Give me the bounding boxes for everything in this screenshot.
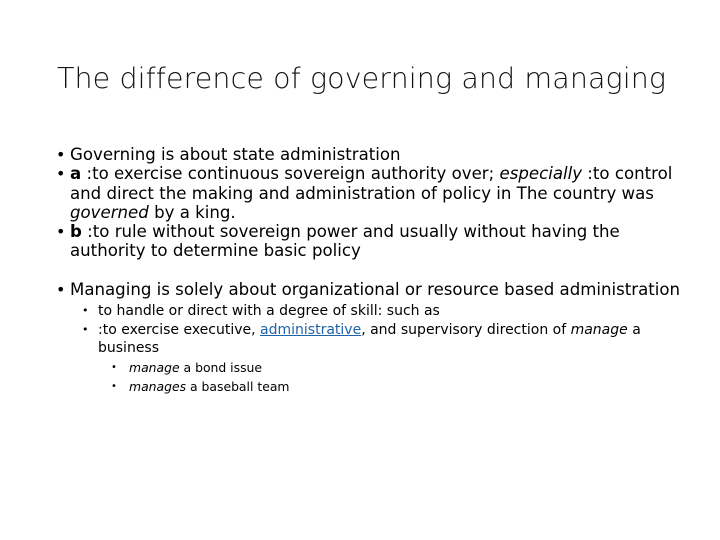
slide-body <box>55 145 685 396</box>
bullet-managing-intro <box>55 280 685 299</box>
bullet-governing-definition-a <box>55 164 685 222</box>
sub-bullet-managing-2 <box>82 321 685 358</box>
definition-b-text: :to rule without sovereign power and usually without having the authority to determine basic policy <box>70 222 620 261</box>
definition-a-emphasis-2: governed <box>70 202 149 222</box>
example-1-text: a bond issue <box>179 359 263 375</box>
managing-sub2-emphasis: manage <box>570 321 628 338</box>
managing-sub2-text-1: :to exercise executive, <box>98 321 261 338</box>
managing-sub1-text: to handle or direct with a degree of skill: such as <box>98 303 440 320</box>
definition-a-emphasis-1: especially <box>499 164 583 184</box>
bullet-governing-intro <box>55 145 685 164</box>
sub-bullet-managing-1 <box>82 302 685 321</box>
governing-intro-text: Governing is about state administration <box>70 145 401 164</box>
example-bond-issue <box>111 358 685 377</box>
administrative-link[interactable]: administrative <box>260 321 362 338</box>
definition-a-text-1: :to exercise continuous sovereign authority over; <box>81 164 500 184</box>
managing-sub2-text-3: a business <box>98 321 641 357</box>
managing-sub2-text-2: , and supervisory direction of <box>361 321 571 338</box>
example-baseball-team <box>111 377 685 396</box>
definition-a-label: a <box>70 164 82 184</box>
bullet-governing-definition-b <box>55 222 685 261</box>
spacer <box>55 261 685 280</box>
definition-a-text-2: :to control and direct the making and administration of policy in The country was <box>70 164 673 203</box>
example-2-text: a baseball team <box>186 378 290 394</box>
example-1-emphasis: manage <box>129 359 180 375</box>
managing-intro-text: Managing is solely about organizational or resource based administration <box>70 279 681 299</box>
definition-a-text-3: by a king. <box>148 202 236 222</box>
example-2-emphasis: manages <box>129 378 187 394</box>
slide-title: The difference of governing and managing <box>57 62 667 95</box>
definition-b-label: b <box>70 222 82 242</box>
